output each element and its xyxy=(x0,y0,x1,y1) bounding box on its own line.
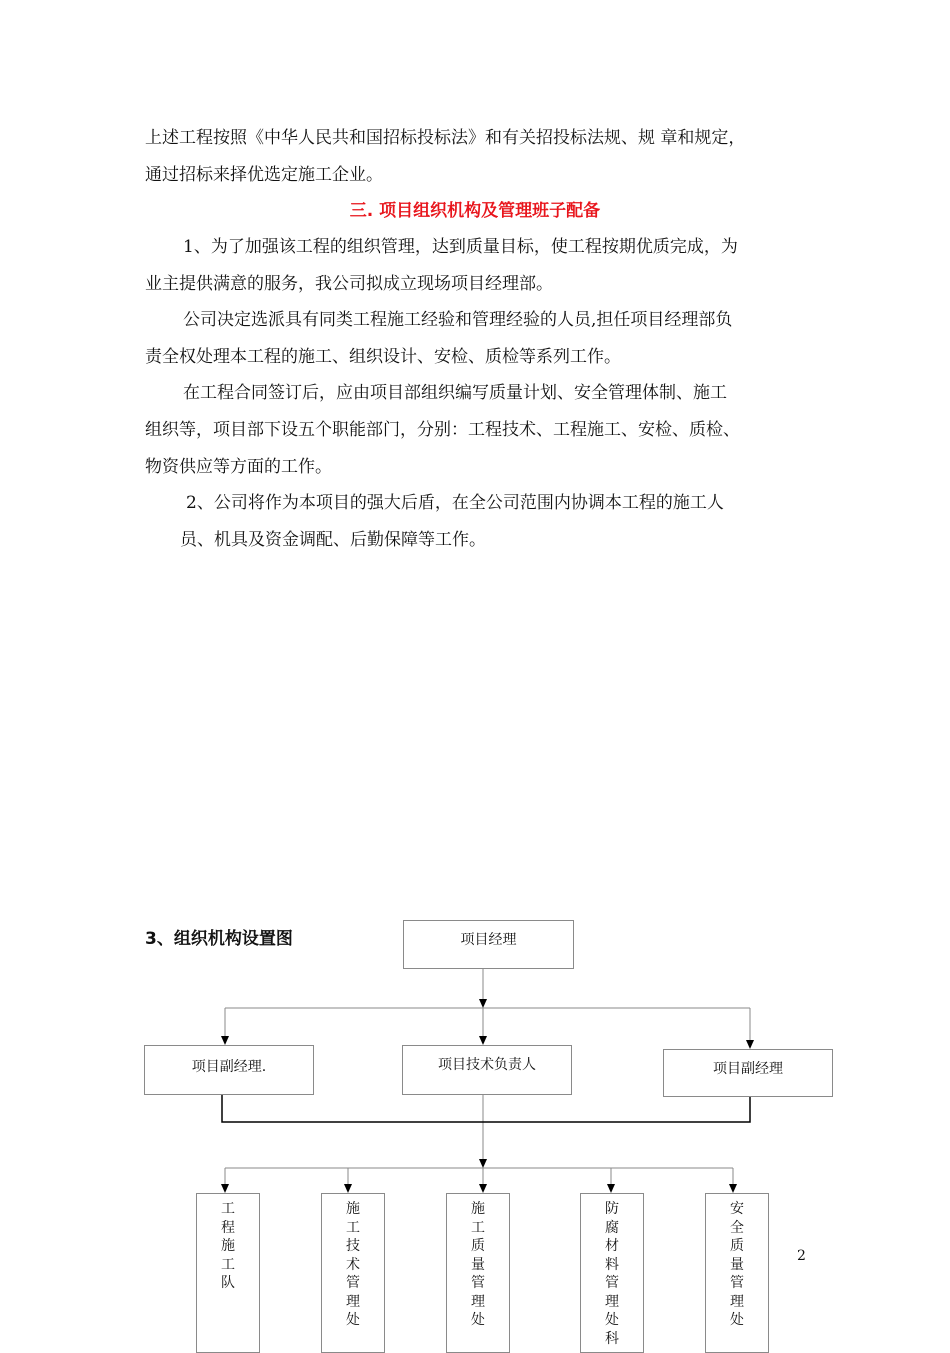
intro-line-1: 上述工程按照《中华人民共和国招标投标法》和有关招投标法规、规 章和规定， xyxy=(145,128,746,148)
dept-construction-tech xyxy=(321,1193,385,1353)
arrow-mid xyxy=(479,1159,487,1168)
tech-lead-box xyxy=(402,1045,572,1095)
arrow-deputy-right xyxy=(746,1040,754,1049)
arrow-dept-4 xyxy=(607,1184,615,1193)
deputy-manager-right-box xyxy=(663,1049,833,1097)
body-line-7: 物资供应等方面的工作。 xyxy=(145,457,332,477)
arrow-dept-5 xyxy=(729,1184,737,1193)
dept-construction-tech-label: 施工技术管理处 xyxy=(346,1201,360,1328)
project-manager-box xyxy=(403,920,574,969)
arrow-tech-lead xyxy=(479,1036,487,1045)
org-chart-title: 3、组织机构设置图 xyxy=(145,929,293,949)
deputy-manager-left-box xyxy=(144,1045,314,1095)
dept-construction-team-label: 工程施工队 xyxy=(221,1201,235,1291)
body-line-8: 2、公司将作为本项目的强大后盾，在全公司范围内协调本工程的施工人 xyxy=(186,493,724,513)
body-line-9: 员、机具及资金调配、后勤保障等工作。 xyxy=(180,530,486,550)
page-number: 2 xyxy=(797,1248,806,1264)
deputy-manager-left-label: 项目副经理. xyxy=(191,1059,267,1075)
section-title: 三. 项目组织机构及管理班子配备 xyxy=(349,201,601,221)
intro-line-2: 通过招标来择优选定施工企业。 xyxy=(145,165,383,185)
deputy-manager-right-label: 项目副经理 xyxy=(713,1061,783,1077)
body-line-5: 在工程合同签订后，应由项目部组织编写质量计划、安全管理体制、施工 xyxy=(183,383,727,403)
project-manager-label: 项目经理 xyxy=(460,932,517,948)
tech-lead-label: 项目技术负责人 xyxy=(438,1057,536,1073)
arrow-deputy-left xyxy=(221,1036,229,1045)
deputies-bracket xyxy=(222,1094,750,1122)
arrow-dept-2 xyxy=(344,1184,352,1193)
dept-safety-quality-label: 安全质量管理处 xyxy=(730,1201,744,1328)
dept-anticorrosion-materials xyxy=(580,1193,644,1353)
body-line-6: 组织等，项目部下设五个职能部门，分别：工程技术、工程施工、安检、质检、 xyxy=(145,420,740,440)
arrow-dept-3 xyxy=(479,1184,487,1193)
dept-anticorrosion-materials-label: 防腐材料管理处科 xyxy=(605,1201,619,1347)
dept-construction-quality-label: 施工质量管理处 xyxy=(471,1201,485,1328)
body-line-3: 公司决定选派具有同类工程施工经验和管理经验的人员,担任项目经理部负 xyxy=(183,310,733,330)
dept-construction-quality xyxy=(446,1193,510,1353)
dept-safety-quality xyxy=(705,1193,769,1353)
body-line-4: 责全权处理本工程的施工、组织设计、安检、质检等系列工作。 xyxy=(145,347,621,367)
arrow-dept-1 xyxy=(221,1184,229,1193)
dept-construction-team xyxy=(196,1193,260,1353)
arrow-top xyxy=(479,999,487,1008)
body-line-1: 1、为了加强该工程的组织管理，达到质量目标，使工程按期优质完成，为 xyxy=(183,237,738,257)
body-line-2: 业主提供满意的服务，我公司拟成立现场项目经理部。 xyxy=(145,274,553,294)
